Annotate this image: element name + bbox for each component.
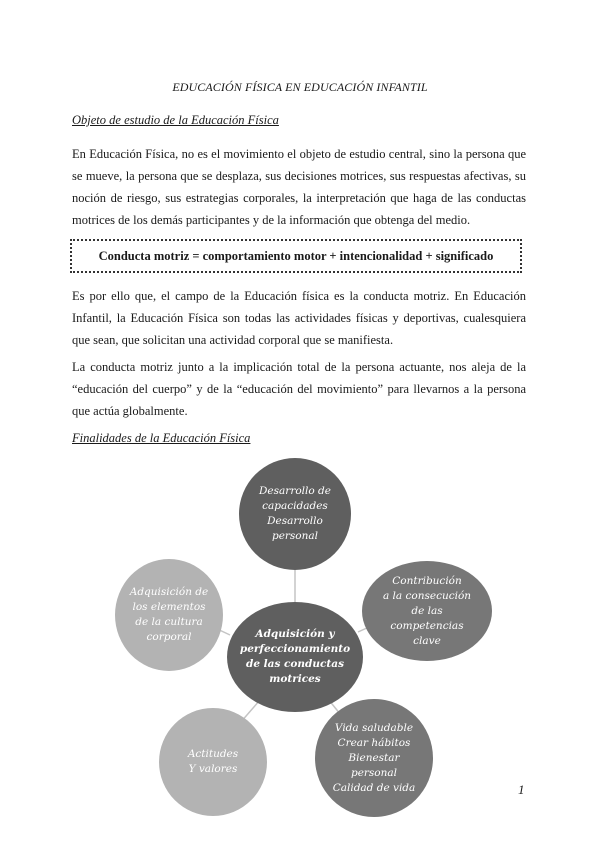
- page-title: EDUCACIÓN FÍSICA EN EDUCACIÓN INFANTIL: [172, 80, 428, 94]
- page-number: 1: [518, 782, 525, 797]
- node-desarrollo: Desarrollo de capacidades Desarrollo personal: [239, 458, 351, 570]
- node-cultura-corporal: Adquisición de los elementos de la cultura corporal: [115, 559, 223, 671]
- finalidades-diagram: [110, 455, 510, 825]
- node-competencias: Contribución a la consecución de las competencias clave: [362, 561, 492, 661]
- paragraph-objeto: En Educación Física, no es el movimiento el objeto de estudio central, sino la persona que se mueve, la persona que se desplaza, sus decisiones motrices, sus respuestas afectivas, su noción de riesgo, sus estrategias corporales, la interpretación que haga de las conductas motrices de los demás participantes y de la información que obtenga del medio.: [72, 147, 526, 227]
- section-heading-objeto: Objeto de estudio de la Educación Física: [72, 113, 279, 127]
- section-heading-finalidades: Finalidades de la Educación Física: [72, 431, 251, 445]
- paragraph-campo: Es por ello que, el campo de la Educación física es la conducta motriz. En Educación Infantil, la Educación Física son todas las actividades físicas y deportivas, cualesquiera que sean, que solicitan una actividad corporal que se manifiesta.: [72, 289, 526, 347]
- formula-box: [70, 239, 522, 273]
- paragraph-conducta: La conducta motriz junto a la implicación total de la persona actuante, nos aleja de la “educación del cuerpo” y de la “educación del movimiento” para llevarnos a la persona que actúa globalmente.: [72, 360, 526, 418]
- node-conductas-motrices: Adquisición y perfeccionamiento de las conductas motrices: [227, 602, 363, 712]
- node-actitudes-valores: Actitudes Y valores: [159, 708, 267, 816]
- formula-text: Conducta motriz = comportamiento motor + intencionalidad + significado: [98, 248, 494, 263]
- node-vida-saludable: Vida saludable Crear hábitos Bienestar personal Calidad de vida: [315, 699, 433, 817]
